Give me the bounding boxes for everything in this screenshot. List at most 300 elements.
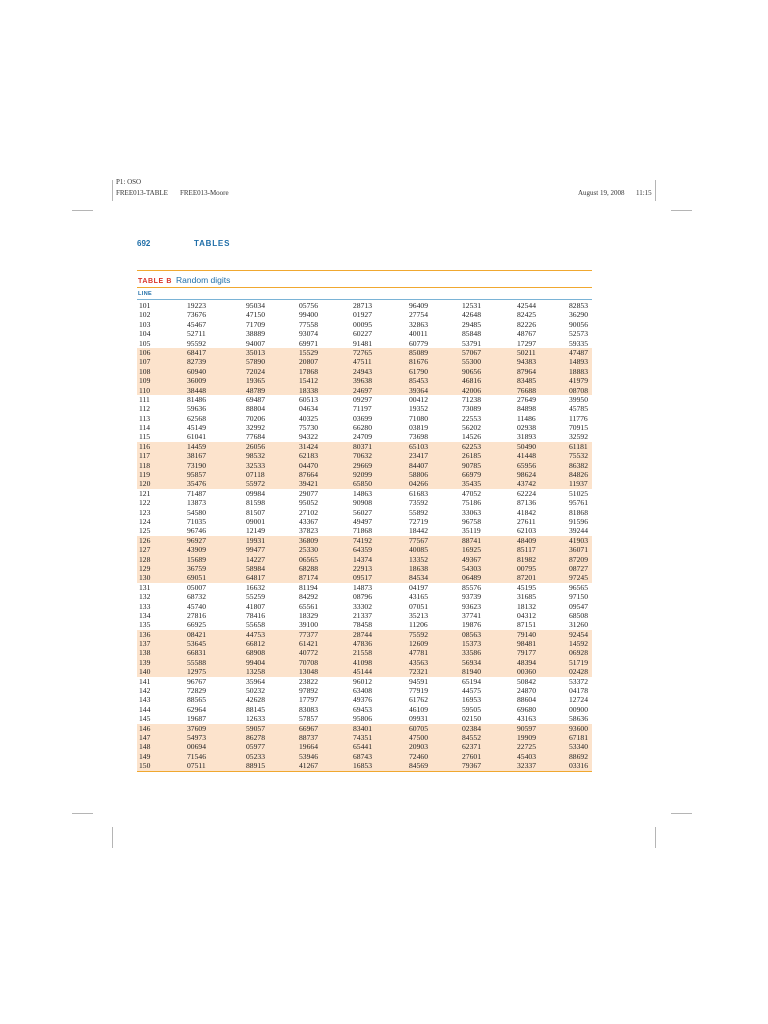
digit-group: 48394 — [517, 657, 536, 667]
line-number: 145 — [139, 714, 151, 724]
line-number: 118 — [139, 460, 151, 470]
table-row — [137, 686, 592, 695]
digit-group: 87151 — [517, 620, 536, 630]
digit-group: 37741 — [462, 610, 481, 620]
digit-group: 35964 — [246, 676, 265, 686]
digit-group: 35013 — [246, 347, 265, 357]
table-row — [137, 733, 592, 742]
digit-group: 87964 — [517, 366, 536, 376]
digit-group: 29077 — [299, 488, 318, 498]
digit-group: 00095 — [353, 319, 372, 329]
digit-group: 41267 — [299, 761, 318, 771]
table-row — [137, 470, 592, 479]
digit-group: 60227 — [353, 329, 372, 339]
digit-group: 94591 — [409, 676, 428, 686]
digit-group: 62371 — [462, 742, 481, 752]
digit-group: 36290 — [569, 310, 588, 320]
digit-group: 81940 — [462, 667, 481, 677]
digit-group: 91481 — [353, 338, 372, 348]
digit-group: 06565 — [299, 554, 318, 564]
digit-group: 25330 — [299, 545, 318, 555]
digit-group: 61041 — [187, 432, 206, 442]
digit-group: 94322 — [299, 432, 318, 442]
digit-group: 19223 — [187, 301, 206, 310]
digit-group: 21558 — [353, 648, 372, 658]
digit-group: 43367 — [299, 516, 318, 526]
digit-group: 55658 — [246, 620, 265, 630]
digit-group: 18442 — [409, 526, 428, 536]
digit-group: 36009 — [187, 376, 206, 386]
digit-group: 73698 — [409, 432, 428, 442]
digit-group: 19876 — [462, 620, 481, 630]
table-row — [137, 583, 592, 592]
digit-group: 04634 — [299, 404, 318, 414]
digit-group: 04470 — [299, 460, 318, 470]
line-number: 110 — [139, 385, 151, 395]
digit-group: 55259 — [246, 592, 265, 602]
digit-group: 50842 — [517, 676, 536, 686]
digit-group: 39421 — [299, 479, 318, 489]
digit-group: 14893 — [569, 357, 588, 367]
digit-group: 59505 — [462, 704, 481, 714]
digit-group: 84534 — [409, 573, 428, 583]
digit-group: 68732 — [187, 592, 206, 602]
digit-group: 41842 — [517, 507, 536, 517]
digit-group: 99477 — [246, 545, 265, 555]
line-number: 107 — [139, 357, 151, 367]
line-number: 139 — [139, 657, 151, 667]
digit-group: 66280 — [353, 423, 372, 433]
digit-group: 81507 — [246, 507, 265, 517]
digit-group: 73190 — [187, 460, 206, 470]
digit-group: 61181 — [569, 441, 588, 451]
digit-group: 81982 — [517, 554, 536, 564]
table-row — [137, 526, 592, 535]
digit-group: 86382 — [569, 460, 588, 470]
table-row — [137, 667, 592, 676]
digit-group: 94383 — [517, 357, 536, 367]
line-number: 138 — [139, 648, 151, 658]
digit-group: 16632 — [246, 582, 265, 592]
digit-group: 99400 — [299, 310, 318, 320]
digit-group: 37609 — [187, 723, 206, 733]
header-date: August 19, 2008 — [578, 189, 625, 197]
table-row — [137, 677, 592, 686]
page-number: 692 — [137, 239, 151, 248]
digit-group: 54580 — [187, 507, 206, 517]
table-row — [137, 724, 592, 733]
table-row — [137, 536, 592, 545]
digit-group: 88565 — [187, 695, 206, 705]
line-number: 122 — [139, 498, 151, 508]
digit-group: 41448 — [517, 451, 536, 461]
crop-mark — [655, 827, 656, 848]
crop-mark — [671, 813, 692, 814]
digit-group: 53645 — [187, 639, 206, 649]
table-row — [137, 357, 592, 366]
digit-group: 19365 — [246, 376, 265, 386]
digit-group: 66812 — [246, 639, 265, 649]
digit-group: 29669 — [353, 460, 372, 470]
digit-group: 17297 — [517, 338, 536, 348]
table-row — [137, 573, 592, 582]
digit-group: 62224 — [517, 488, 536, 498]
digit-group: 31685 — [517, 592, 536, 602]
line-number: 126 — [139, 535, 151, 545]
digit-group: 27754 — [409, 310, 428, 320]
digit-group: 29485 — [462, 319, 481, 329]
table-row — [137, 376, 592, 385]
digit-group: 77377 — [299, 629, 318, 639]
digit-group: 09517 — [353, 573, 372, 583]
digit-group: 11937 — [569, 479, 588, 489]
digit-group: 43165 — [409, 592, 428, 602]
digit-group: 15529 — [299, 347, 318, 357]
header-line1: P1: OSO — [116, 178, 142, 186]
digit-group: 85453 — [409, 376, 428, 386]
line-number: 102 — [139, 310, 151, 320]
digit-group: 40772 — [299, 648, 318, 658]
table-title: Random digits — [176, 275, 231, 285]
line-number: 137 — [139, 639, 151, 649]
digit-group: 16853 — [353, 761, 372, 771]
header-file-mid: FREE013-Moore — [180, 189, 229, 197]
digit-group: 90056 — [569, 319, 588, 329]
digit-group: 87664 — [299, 470, 318, 480]
line-number: 147 — [139, 732, 151, 742]
digit-group: 00412 — [409, 394, 428, 404]
table-row — [137, 602, 592, 611]
digit-group: 64817 — [246, 573, 265, 583]
digit-group: 92454 — [569, 629, 588, 639]
digit-group: 00694 — [187, 742, 206, 752]
digit-group: 12149 — [246, 526, 265, 536]
digit-group: 93074 — [299, 329, 318, 339]
digit-group: 13258 — [246, 667, 265, 677]
digit-group: 05233 — [246, 751, 265, 761]
line-number: 117 — [139, 451, 151, 461]
digit-group: 51025 — [569, 488, 588, 498]
line-number: 136 — [139, 629, 151, 639]
digit-group: 69680 — [517, 704, 536, 714]
digit-group: 69971 — [299, 338, 318, 348]
digit-group: 18132 — [517, 601, 536, 611]
digit-group: 90656 — [462, 366, 481, 376]
digit-group: 03699 — [353, 413, 372, 423]
digit-group: 45144 — [353, 667, 372, 677]
digit-group: 62103 — [517, 526, 536, 536]
digit-group: 55972 — [246, 479, 265, 489]
table-row — [137, 348, 592, 357]
digit-group: 08708 — [569, 385, 588, 395]
digit-group: 22913 — [353, 563, 372, 573]
digit-group: 96012 — [353, 676, 372, 686]
digit-group: 95857 — [187, 470, 206, 480]
digit-group: 39950 — [569, 394, 588, 404]
digit-group: 84552 — [462, 732, 481, 742]
table-row — [137, 404, 592, 413]
digit-group: 65561 — [299, 601, 318, 611]
line-number: 128 — [139, 554, 151, 564]
table-row — [137, 395, 592, 404]
line-number: 106 — [139, 347, 151, 357]
digit-group: 96409 — [409, 301, 428, 310]
digit-group: 56934 — [462, 657, 481, 667]
digit-group: 80371 — [353, 441, 372, 451]
table-header-rule — [137, 287, 592, 288]
line-number: 124 — [139, 516, 151, 526]
digit-group: 71197 — [353, 404, 372, 414]
digit-group: 19352 — [409, 404, 428, 414]
line-number: 135 — [139, 620, 151, 630]
running-title: TABLES — [194, 239, 231, 248]
digit-group: 84898 — [517, 404, 536, 414]
digit-group: 87174 — [299, 573, 318, 583]
digit-group: 06928 — [569, 648, 588, 658]
digit-group: 87201 — [517, 573, 536, 583]
digit-group: 17868 — [299, 366, 318, 376]
digit-group: 45467 — [187, 319, 206, 329]
digit-group: 97245 — [569, 573, 588, 583]
line-number: 146 — [139, 723, 151, 733]
digit-group: 54973 — [187, 732, 206, 742]
digit-group: 12724 — [569, 695, 588, 705]
digit-group: 81194 — [299, 582, 318, 592]
digit-group: 60779 — [409, 338, 428, 348]
digit-group: 57067 — [462, 347, 481, 357]
digit-group: 24709 — [353, 432, 372, 442]
table-row — [137, 592, 592, 601]
digit-group: 47150 — [246, 310, 265, 320]
digit-group: 47781 — [409, 648, 428, 658]
digit-group: 06489 — [462, 573, 481, 583]
digit-group: 02150 — [462, 714, 481, 724]
digit-group: 79177 — [517, 648, 536, 658]
digit-group: 81868 — [569, 507, 588, 517]
digit-group: 33586 — [462, 648, 481, 658]
digit-group: 95592 — [187, 338, 206, 348]
digit-group: 81676 — [409, 357, 428, 367]
line-number: 116 — [139, 441, 151, 451]
digit-group: 68417 — [187, 347, 206, 357]
digit-group: 84292 — [299, 592, 318, 602]
digit-group: 39364 — [409, 385, 428, 395]
table-row — [137, 498, 592, 507]
line-number: 144 — [139, 704, 151, 714]
digit-group: 46816 — [462, 376, 481, 386]
digit-group: 62183 — [299, 451, 318, 461]
digit-group: 91596 — [569, 516, 588, 526]
digit-group: 32992 — [246, 423, 265, 433]
digit-group: 69453 — [353, 704, 372, 714]
digit-group: 45195 — [517, 582, 536, 592]
digit-group: 47511 — [353, 357, 372, 367]
digit-group: 19664 — [299, 742, 318, 752]
digit-group: 66979 — [462, 470, 481, 480]
line-number: 134 — [139, 610, 151, 620]
digit-group: 11486 — [517, 413, 536, 423]
digit-group: 52711 — [187, 329, 206, 339]
line-number: 123 — [139, 507, 151, 517]
digit-group: 54303 — [462, 563, 481, 573]
digit-group: 45149 — [187, 423, 206, 433]
line-number: 113 — [139, 413, 151, 423]
digit-group: 38889 — [246, 329, 265, 339]
digit-group: 71546 — [187, 751, 206, 761]
digit-group: 88737 — [299, 732, 318, 742]
digit-group: 53372 — [569, 676, 588, 686]
digit-group: 44753 — [246, 629, 265, 639]
digit-group: 82425 — [517, 310, 536, 320]
line-number: 125 — [139, 526, 151, 536]
digit-group: 94007 — [246, 338, 265, 348]
digit-group: 62253 — [462, 441, 481, 451]
digit-group: 42628 — [246, 695, 265, 705]
digit-group: 49497 — [353, 516, 372, 526]
digit-group: 71487 — [187, 488, 206, 498]
digit-group: 57857 — [299, 714, 318, 724]
digit-group: 15373 — [462, 639, 481, 649]
digit-group: 75532 — [569, 451, 588, 461]
digit-group: 61683 — [409, 488, 428, 498]
digit-group: 18329 — [299, 610, 318, 620]
digit-group: 93600 — [569, 723, 588, 733]
digit-group: 65103 — [409, 441, 428, 451]
digit-group: 09297 — [353, 394, 372, 404]
line-number: 119 — [139, 470, 151, 480]
digit-group: 00900 — [569, 704, 588, 714]
table-row — [137, 620, 592, 629]
digit-group: 60513 — [299, 394, 318, 404]
digit-group: 85117 — [517, 545, 536, 555]
digit-group: 95052 — [299, 498, 318, 508]
digit-group: 71709 — [246, 319, 265, 329]
digit-group: 74351 — [353, 732, 372, 742]
table-row — [137, 489, 592, 498]
digit-group: 99404 — [246, 657, 265, 667]
line-number: 103 — [139, 319, 151, 329]
digit-group: 48767 — [517, 329, 536, 339]
line-number: 132 — [139, 592, 151, 602]
digit-group: 88804 — [246, 404, 265, 414]
digit-group: 59636 — [187, 404, 206, 414]
digit-group: 12633 — [246, 714, 265, 724]
digit-group: 56202 — [462, 423, 481, 433]
digit-group: 85576 — [462, 582, 481, 592]
digit-group: 03316 — [569, 761, 588, 771]
digit-group: 67181 — [569, 732, 588, 742]
digit-group: 28713 — [353, 301, 372, 310]
digit-group: 58984 — [246, 563, 265, 573]
random-digits-table — [137, 301, 592, 771]
digit-group: 22553 — [462, 413, 481, 423]
digit-group: 48409 — [517, 535, 536, 545]
digit-group: 90597 — [517, 723, 536, 733]
digit-group: 14863 — [353, 488, 372, 498]
digit-group: 61790 — [409, 366, 428, 376]
line-number: 115 — [139, 432, 151, 442]
digit-group: 08421 — [187, 629, 206, 639]
digit-group: 93739 — [462, 592, 481, 602]
digit-group: 16953 — [462, 695, 481, 705]
digit-group: 70206 — [246, 413, 265, 423]
digit-group: 97150 — [569, 592, 588, 602]
digit-group: 27816 — [187, 610, 206, 620]
table-row — [137, 320, 592, 329]
crop-mark — [112, 180, 113, 201]
digit-group: 88915 — [246, 761, 265, 771]
digit-group: 21337 — [353, 610, 372, 620]
digit-group: 98481 — [517, 639, 536, 649]
digit-group: 05756 — [299, 301, 318, 310]
digit-group: 45403 — [517, 751, 536, 761]
digit-group: 07511 — [187, 761, 206, 771]
digit-group: 97892 — [299, 686, 318, 696]
table-caption — [138, 275, 230, 285]
digit-group: 20903 — [409, 742, 428, 752]
table-row — [137, 432, 592, 441]
table-row — [137, 517, 592, 526]
digit-group: 09547 — [569, 601, 588, 611]
digit-group: 53340 — [569, 742, 588, 752]
digit-group: 72719 — [409, 516, 428, 526]
digit-group: 84407 — [409, 460, 428, 470]
digit-group: 31424 — [299, 441, 318, 451]
digit-group: 57890 — [246, 357, 265, 367]
digit-group: 68508 — [569, 610, 588, 620]
digit-group: 33302 — [353, 601, 372, 611]
table-row — [137, 339, 592, 348]
digit-group: 46109 — [409, 704, 428, 714]
digit-group: 32337 — [517, 761, 536, 771]
digit-group: 96746 — [187, 526, 206, 536]
digit-group: 27649 — [517, 394, 536, 404]
table-row — [137, 508, 592, 517]
digit-group: 98532 — [246, 451, 265, 461]
digit-group: 43163 — [517, 714, 536, 724]
digit-group: 39244 — [569, 526, 588, 536]
digit-group: 02428 — [569, 667, 588, 677]
digit-group: 60705 — [409, 723, 428, 733]
digit-group: 05977 — [246, 742, 265, 752]
digit-group: 35119 — [462, 526, 481, 536]
digit-group: 70915 — [569, 423, 588, 433]
line-number: 101 — [139, 301, 151, 310]
digit-group: 12531 — [462, 301, 481, 310]
digit-group: 08563 — [462, 629, 481, 639]
digit-group: 24943 — [353, 366, 372, 376]
digit-group: 90908 — [353, 498, 372, 508]
digit-group: 55588 — [187, 657, 206, 667]
table-row — [137, 451, 592, 460]
digit-group: 47052 — [462, 488, 481, 498]
table-row — [137, 423, 592, 432]
digit-group: 52573 — [569, 329, 588, 339]
digit-group: 19931 — [246, 535, 265, 545]
table-row — [137, 648, 592, 657]
digit-group: 01927 — [353, 310, 372, 320]
digit-group: 84569 — [409, 761, 428, 771]
digit-group: 77567 — [409, 535, 428, 545]
digit-group: 11206 — [409, 620, 428, 630]
digit-group: 42648 — [462, 310, 481, 320]
digit-group: 23417 — [409, 451, 428, 461]
digit-group: 66967 — [299, 723, 318, 733]
digit-group: 84826 — [569, 470, 588, 480]
digit-group: 88692 — [569, 751, 588, 761]
digit-group: 42006 — [462, 385, 481, 395]
table-row — [137, 564, 592, 573]
